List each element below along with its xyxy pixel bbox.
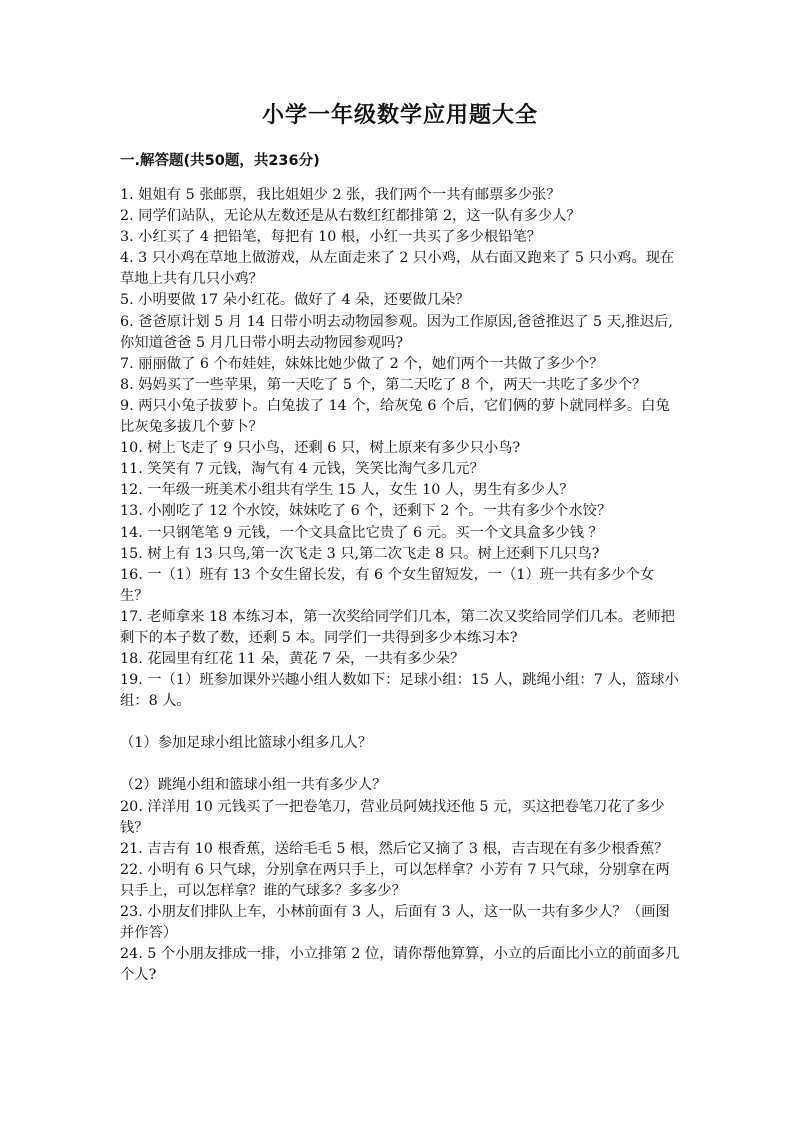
- question-item: 20. 洋洋用 10 元钱买了一把卷笔刀，营业员阿姨找还他 5 元，买这把卷笔刀花了多少钱？: [120, 798, 665, 836]
- question-item: 4. 3 只小鸡在草地上做游戏，从左面走来了 2 只小鸡，从右面又跑来了 5 只小鸡。现在草地上共有几只小鸡？: [120, 250, 675, 288]
- question-item: 6. 爸爸原计划 5 月 14 日带小明去动物园参观。因为工作原因,爸爸推迟了 5 天,推迟后,你知道爸爸 5 月几日带小明去动物园参观吗?: [120, 313, 673, 351]
- question-item: 8. 妈妈买了一些苹果，第一天吃了 5 个，第二天吃了 8 个，两天一共吃了多少个？: [120, 376, 647, 393]
- question-item: 1. 姐姐有 5 张邮票，我比姐姐少 2 张，我们两个一共有邮票多少张？: [120, 187, 561, 203]
- question-item: 23. 小朋友们排队上车，小林前面有 3 人，后面有 3 人，这一队一共有多少人？（画图并作答）: [120, 904, 670, 942]
- question-item: 15. 树上有 13 只鸟,第一次飞走 3 只,第二次飞走 8 只。树上还剩下几只鸟?: [120, 545, 600, 562]
- sub-question-item: （1）参加足球小组比篮球小组多几人？: [120, 735, 373, 752]
- question-item: 12. 一年级一班美术小组共有学生 15 人，女生 10 人，男生有多少人？: [120, 482, 574, 499]
- question-item: 22. 小明有 6 只气球，分别拿在两只手上，可以怎样拿？小芳有 7 只气球，分别拿在两只手上，可以怎样拿？谁的气球多？多多少？: [120, 861, 670, 899]
- sub-question-item: （2）跳绳小组和篮球小组一共有多少人？: [120, 777, 387, 794]
- question-item: 10. 树上飞走了 9 只小鸟，还剩 6 只，树上原来有多少只小鸟?: [120, 440, 521, 457]
- question-item: 3. 小红买了 4 把铅笔，每把有 10 根，小红一共买了多少根铅笔？: [120, 229, 542, 246]
- question-item: 7. 丽丽做了 6 个布娃娃，妹妹比她少做了 2 个，她们两个一共做了多少个？: [120, 355, 604, 372]
- question-list: [120, 185, 680, 986]
- question-item: 19. 一（1）班参加课外兴趣小组人数如下：足球小组：15 人，跳绳小组：7 人，篮球小组：8 人。: [120, 672, 679, 710]
- question-item: 11. 笑笑有 7 元钱，淘气有 4 元钱，笑笑比淘气多几元？: [120, 461, 484, 478]
- question-item: 16. 一（1）班有 13 个女生留长发，有 6 个女生留短发，一（1）班一共有多少个女生？: [120, 566, 655, 604]
- question-item: 13. 小刚吃了 12 个水饺，妹妹吃了 6 个，还剩下 2 个。一共有多少个水饺？: [120, 503, 612, 520]
- question-item: 2. 同学们站队，无论从左数还是从右数红红都排第 2，这一队有多少人？: [120, 208, 581, 225]
- question-item: 9. 两只小兔子拔萝卜。白兔拔了 14 个，给灰兔 6 个后，它们俩的萝卜就同样多。白兔比灰兔多拔几个萝卜？: [120, 397, 670, 436]
- question-item: 17. 老师拿来 18 本练习本，第一次奖给同学们几本，第二次又奖给同学们几本。老师把剩下的本子数了数，还剩 5 本。同学们一共得到多少本练习本?: [120, 608, 675, 646]
- question-item: 5. 小明要做 17 朵小红花。做好了 4 朵，还要做几朵？: [120, 292, 470, 309]
- page-title: 小学一年级数学应用题大全: [261, 102, 538, 128]
- question-item: 18. 花园里有红花 11 朵，黄花 7 朵，一共有多少朵？: [120, 651, 465, 668]
- section-heading: 一.解答题(共50题，共236分): [120, 153, 320, 169]
- question-item: 14. 一只钢笔笔 9 元钱，一个文具盒比它贵了 6 元。买一个文具盒多少钱 ？: [120, 524, 603, 541]
- question-item: 21. 吉吉有 10 根香蕉，送给毛毛 5 根，然后它又摘了 3 根，吉吉现在有多少根香蕉？: [120, 840, 669, 857]
- question-item: 24. 5 个小朋友排成一排，小立排第 2 位，请你帮他算算，小立的后面比小立的前面多几个人?: [120, 946, 680, 984]
